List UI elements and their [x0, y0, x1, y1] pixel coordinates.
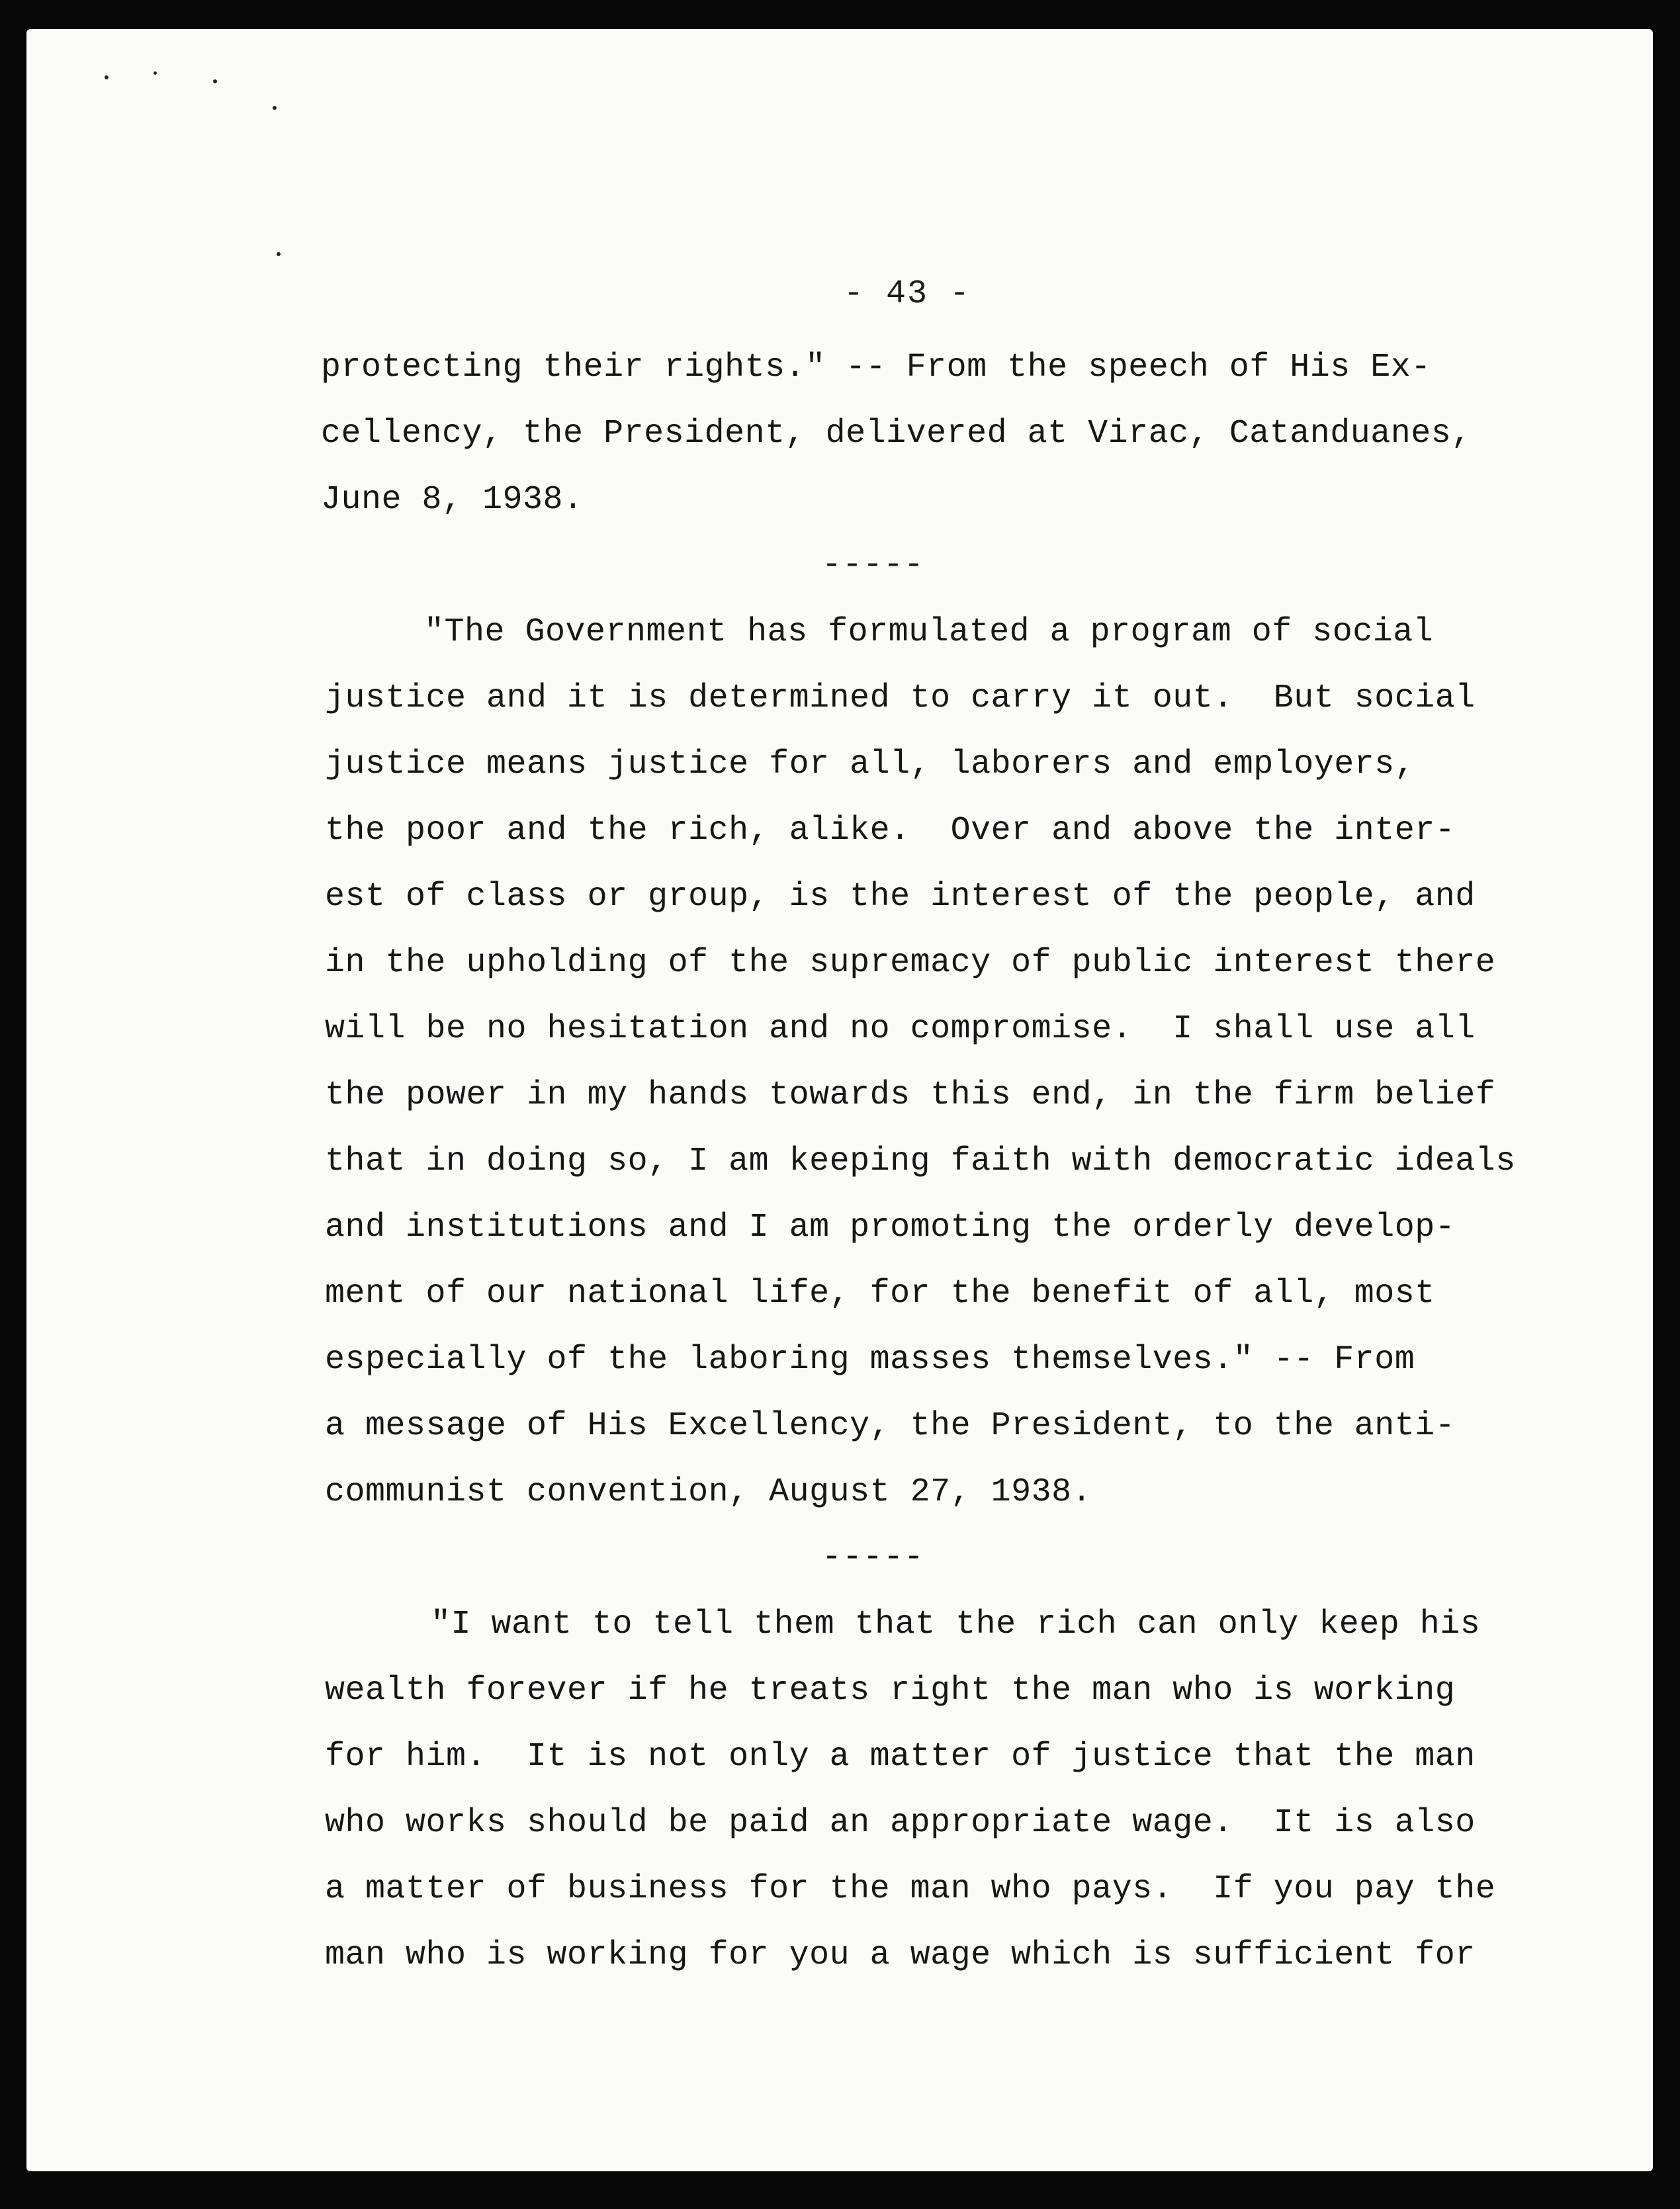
- text-line: especially of the laboring masses themselves." -- From: [325, 1341, 1415, 1379]
- text-line: communist convention, August 27, 1938.: [325, 1473, 1092, 1511]
- text-line: for him. It is not only a matter of justice that the man: [325, 1738, 1476, 1776]
- page-number: - 43 -: [844, 275, 971, 313]
- text-line: the poor and the rich, alike. Over and above the inter-: [325, 812, 1456, 849]
- text-line: wealth forever if he treats right the man who is working: [325, 1672, 1456, 1710]
- text-line: justice means justice for all, laborers and employers,: [325, 746, 1415, 783]
- text-line: "I want to tell them that the rich can only keep his: [431, 1606, 1481, 1643]
- text-line: the power in my hands towards this end, in the firm belief: [325, 1076, 1496, 1114]
- text-line: who works should be paid an appropriate wage. It is also: [325, 1804, 1476, 1842]
- text-line: and institutions and I am promoting the orderly develop-: [325, 1209, 1456, 1246]
- typewritten-page: [26, 29, 1653, 2171]
- text-line: justice and it is determined to carry it out. But social: [325, 679, 1476, 717]
- section-separator: -----: [822, 1539, 925, 1577]
- speck: [273, 106, 277, 110]
- text-line: protecting their rights." -- From the speech of His Ex-: [321, 349, 1431, 386]
- text-line: June 8, 1938.: [321, 481, 584, 519]
- text-line: in the upholding of the supremacy of public interest there: [325, 944, 1496, 982]
- section-separator: -----: [822, 546, 925, 584]
- speck: [213, 79, 217, 83]
- text-line: est of class or group, is the interest of the people, and: [325, 878, 1476, 916]
- text-line: cellency, the President, delivered at Virac, Catanduanes,: [321, 415, 1472, 453]
- speck: [105, 75, 109, 79]
- text-line: that in doing so, I am keeping faith with democratic ideals: [325, 1143, 1516, 1180]
- text-line: "The Government has formulated a program of social: [424, 613, 1434, 651]
- text-line: a message of His Excellency, the President, to the anti-: [325, 1407, 1456, 1445]
- text-line: man who is working for you a wage which is sufficient for: [325, 1936, 1476, 1974]
- text-line: ment of our national life, for the benefit of all, most: [325, 1275, 1435, 1313]
- text-line: a matter of business for the man who pays. If you pay the: [325, 1870, 1496, 1908]
- speck: [277, 252, 281, 256]
- speck: [154, 71, 157, 75]
- text-line: will be no hesitation and no compromise. I shall use all: [325, 1010, 1476, 1048]
